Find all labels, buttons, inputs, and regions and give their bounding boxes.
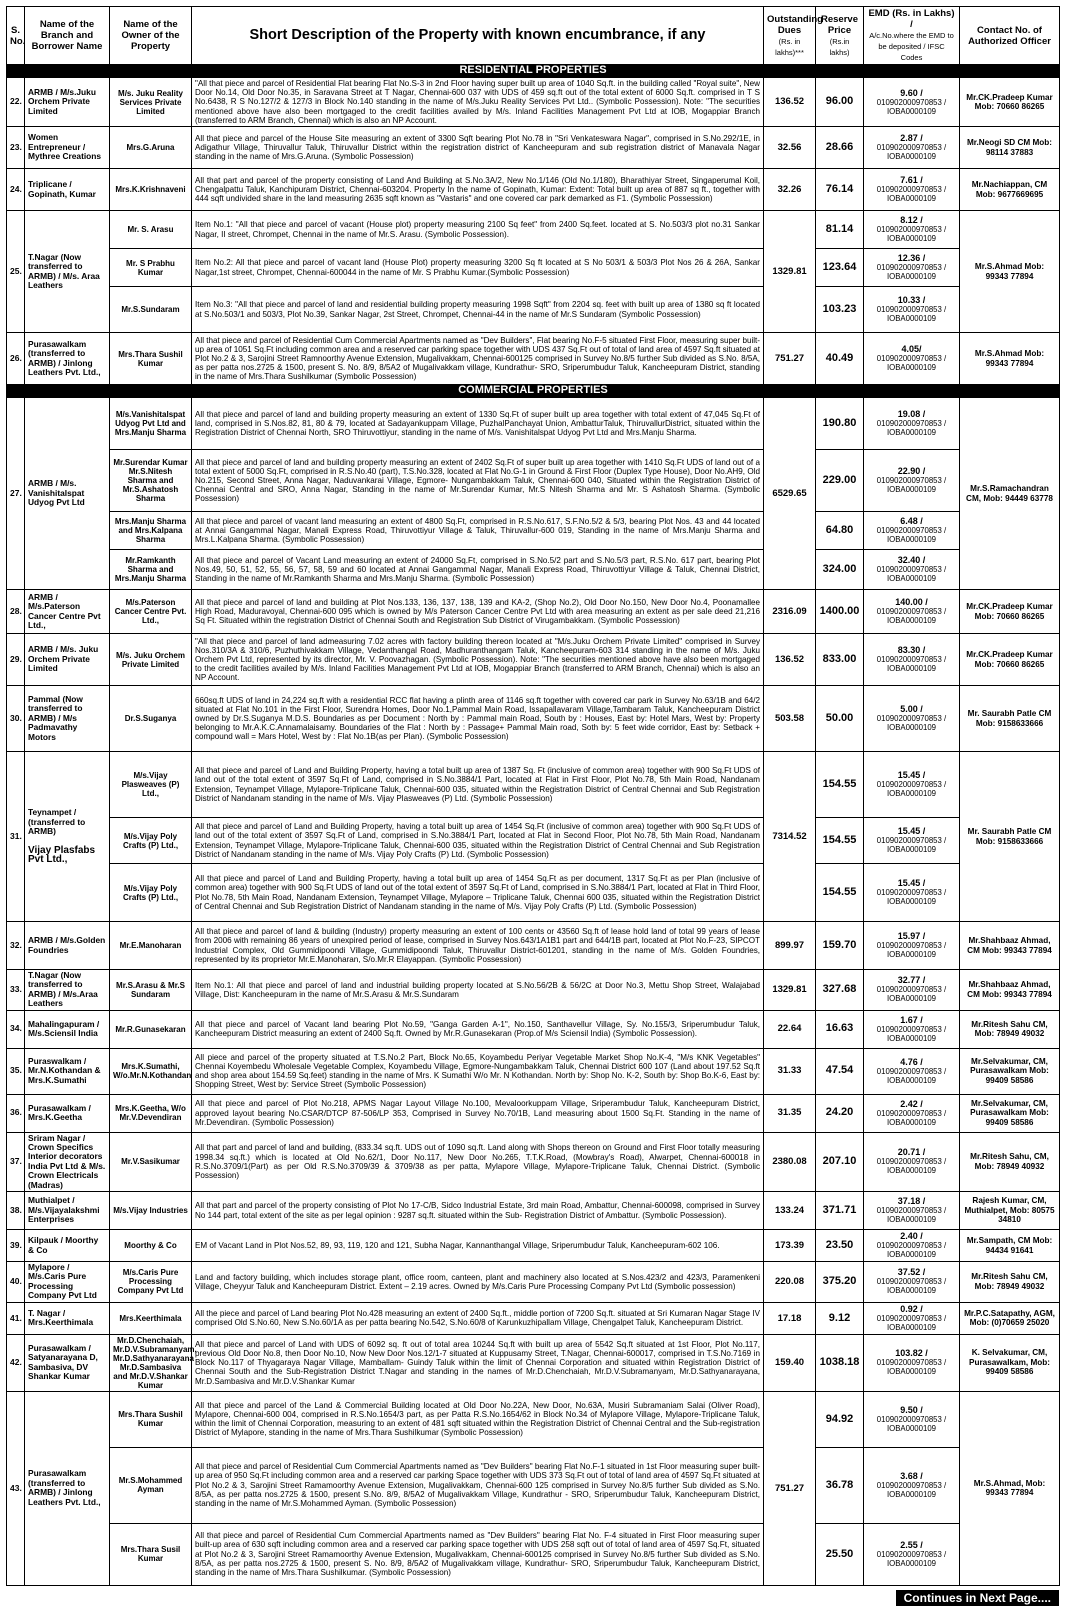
serial-number: 30. — [7, 686, 25, 752]
owner-name: Mrs.K.Krishnaveni — [110, 169, 192, 211]
owner-name: M/s.Vijay Poly Crafts (P) Ltd., — [110, 864, 192, 922]
emd-amount: 9.50 / — [900, 1404, 923, 1415]
property-description: "All that piece and parcel of land admeasuring 7.02 acres with factory building thereon located at "M/s.Juku Orchem Private Limited" comprised in Survey Nos.310/3A & 310/6, Puzhuthivakkam Village, Vedanthangal Road, Madhuranthangam Taluk, Kancheepuram-603 314 standing in the name of M/s. Juku Orchem Pvt Ltd, represented by its director, Mr. V. Poovazhagan. (Symbolic Possession). Note: "The securities mentioned above have also been mortgaged to the credit facilities availed by M/s. Inland Facilities Management Pvt Ltd at IOB, Mogappiar Branch (transferred to ARM Branch, Chennai) which is also an NP Account. — [192, 634, 764, 686]
table-row — [7, 1010, 1060, 1048]
property-description: Item No.2: All that piece and parcel of vacant land (House Plot) property measuring 3200 Sq ft located at S No 503/1 & 503/3 Plot Nos 26 & 26A, Sankar Nagar,1st street, Chrompet, Chennai-600044 in the name of Mr. S Prabhu Kumar.(Symbolic Possession) — [192, 249, 764, 287]
header-owner: Name of the Owner of the Property — [110, 7, 192, 65]
outstanding-dues: 7314.52 — [764, 752, 816, 922]
reserve-price: 154.55 — [816, 864, 864, 922]
property-description: All that piece and parcel of Land with UDS of 6092 sq. ft out of total area 10244 Sq.ft with built up area of 5542 Sq.ft situated at 1st Floor, Plot No.117, previous Old Door No.8, then Door No.10, Now New Door Nos.12/1-7 situated at Kuppusamy Street, T.Nagar, Chennai-600017, comprised in T.S.No.7169 in Block No.117 of Thyagaraya Nagar Village, Mamballam- Guindy Taluk within the limit of Chennai Corporation and situated within Registration District of Chennai South and the Sub-Registration District T.Nagar and standing in the names of Mr.D.Chenchaiah, Mr.D.V.Subramanyam, Mr.D.Sathyanarayana, Mr.D.Sambasiva and Mr.D.V.Shankar Kumar — [192, 1334, 764, 1391]
owner-name: Mrs.Thara Sushil Kumar — [110, 333, 192, 385]
owner-name: Dr.S.Suganya — [110, 686, 192, 752]
continues-banner: Continues in Next Page.... — [896, 1590, 1059, 1606]
reserve-price: 24.20 — [816, 1094, 864, 1132]
emd-cell: 19.08 / 010902000970853 / IOBA0000109 — [864, 398, 960, 450]
owner-name: Mrs.G.Aruna — [110, 127, 192, 169]
header-description: Short Description of the Property with known encumbrance, if any — [192, 7, 764, 65]
reserve-price: 16.63 — [816, 1010, 864, 1048]
reserve-price: 327.68 — [816, 970, 864, 1011]
serial-number: 35. — [7, 1048, 25, 1094]
table-row — [7, 752, 1060, 818]
outstanding-dues: 899.97 — [764, 922, 816, 970]
emd-amount: 15.97 / — [897, 931, 926, 942]
emd-cell: 3.68 / 010902000970853 / IOBA0000109 — [864, 1447, 960, 1523]
branch-borrower: Purasawalkam / Satyanarayana D, Sambasiva, DV Shankar Kumar — [25, 1334, 110, 1391]
emd-amount: 8.12 / — [900, 215, 923, 226]
table-row — [7, 127, 1060, 169]
emd-amount: 2.87 / — [900, 133, 923, 144]
property-description: All that piece and parcel of vacant land measuring an extent of 4800 Sq.Ft, comprised in R.S.No.617, S.F.No.5/2 & 5/3, bearing Plot Nos. 43 and 44 located at Annai Gangammal Nagar, Manali Express Road, Thiruvottiyur Village & Taluk, Thiruvallur-600 019, Standing in the name of Mrs.Manju Sharma and Mrs.L.Kalpana Sharma. (Symbolic Possession) — [192, 512, 764, 550]
section-header — [7, 65, 1060, 78]
emd-cell: 2.40 / 010902000970853 / IOBA0000109 — [864, 1230, 960, 1262]
outstanding-dues: 17.18 — [764, 1302, 816, 1334]
emd-amount: 9.60 / — [900, 87, 923, 98]
property-description: All that piece and parcel of land and building at Plot Nos.133, 136, 137, 138, 139 and KA-2, (Shop No.2), Old Door No.150, New Door No.4, Poonamallee High Road, Maduravoyal, Chennai-600 095 which is owned by M/s Paterson Cancer Centre Pvt Ltd with area measuring an extent as per sale deed 21,216 Sq Ft. Situated within the registration District of Chennai South and Registration Sub District of Virugambakkam. (Symbolic Possession) — [192, 590, 764, 634]
reserve-price: 50.00 — [816, 686, 864, 752]
outstanding-dues: 133.24 — [764, 1192, 816, 1230]
emd-amount: 12.36 / — [897, 253, 926, 264]
table-row — [7, 1094, 1060, 1132]
reserve-price: 154.55 — [816, 818, 864, 864]
emd-cell: 15.45 / 010902000970853 / IOBA0000109 — [864, 752, 960, 818]
table-row — [7, 1334, 1060, 1391]
owner-name: Mr.Ramkanth Sharma and Mrs.Manju Sharma — [110, 550, 192, 590]
authorized-officer-contact: Mr.Shahbaaz Ahmad, CM Mob: 99343 77894 — [960, 922, 1060, 970]
emd-cell: 37.18 / 010902000970853 / IOBA0000109 — [864, 1192, 960, 1230]
outstanding-dues: 6529.65 — [764, 398, 816, 590]
table-row — [7, 634, 1060, 686]
reserve-price: 833.00 — [816, 634, 864, 686]
emd-cell: 2.55 / 010902000970853 / IOBA0000109 — [864, 1523, 960, 1585]
emd-cell: 7.61 / 010902000970853 / IOBA0000109 — [864, 169, 960, 211]
branch-borrower: Puraswalkam / Mr.N.Kothandan & Mrs.K.Sumathi — [25, 1048, 110, 1094]
owner-name: Mrs.K.Geetha, W/o Mr.V.Devendiran — [110, 1094, 192, 1132]
authorized-officer-contact: Mr.S.Ramachandran CM, Mob: 94449 63778 — [960, 398, 1060, 590]
branch-borrower: T.Nagar (Now transferred to ARMB) / M/s. Araa Leathers — [25, 211, 110, 333]
branch-borrower: ARMB / M/s.Golden Foundries — [25, 922, 110, 970]
reserve-price: 1400.00 — [816, 590, 864, 634]
authorized-officer-contact: K. Selvakumar, CM, Purasawalkam, Mob: 99409 58586 — [960, 1334, 1060, 1391]
emd-amount: 1.67 / — [900, 1014, 923, 1025]
owner-name: Mrs.K.Sumathi, W/o.Mr.N.Kothandan — [110, 1048, 192, 1094]
authorized-officer-contact: Mr.Shahbaaz Ahmad, CM Mob: 99343 77894 — [960, 970, 1060, 1011]
borrower-name: Vijay Plasfabs Pvt Ltd., — [28, 844, 96, 866]
table-row — [7, 398, 1060, 450]
emd-cell: 140.00 / 010902000970853 / IOBA0000109 — [864, 590, 960, 634]
emd-cell: 15.45 / 010902000970853 / IOBA0000109 — [864, 818, 960, 864]
table-row — [7, 1302, 1060, 1334]
table-row — [7, 1523, 1060, 1585]
branch-borrower: Muthialpet / M/s.Vijayalakshmi Enterprises — [25, 1192, 110, 1230]
outstanding-dues: 32.56 — [764, 127, 816, 169]
authorized-officer-contact: Mr.Sampath, CM Mob: 94434 91641 — [960, 1230, 1060, 1262]
section-header — [7, 385, 1060, 398]
authorized-officer-contact: Rajesh Kumar, CM, Muthialpet, Mob: 80575 34810 — [960, 1192, 1060, 1230]
serial-number: 29. — [7, 634, 25, 686]
serial-number: 28. — [7, 590, 25, 634]
emd-amount: 2.42 / — [900, 1098, 923, 1109]
emd-amount: 15.45 / — [897, 770, 926, 781]
reserve-price: 64.80 — [816, 512, 864, 550]
emd-amount: 15.45 / — [897, 826, 926, 837]
reserve-price: 94.92 — [816, 1391, 864, 1447]
authorized-officer-contact: Mr.S.Ahmad Mob: 99343 77894 — [960, 211, 1060, 333]
emd-amount: 37.18 / — [897, 1196, 926, 1207]
property-description: All that piece and parcel of land and building property measuring an extent of 1330 Sq.Ft of super built up area together with total extent of 47,045 Sq.Ft of land, comprised in S.Nos.82, 81, 80 & 79, located at Sadayankuppam Village, PuzhalPanchayat Union, AmbatturTaluk, ThiruvallurDistrict, situated within the Registration District of Chennai North, SRO Thiruvottiyur, standing in the name of M/s. Vanishitalspat Udyog Pvt Ltd and Mrs.Manju Sharma. — [192, 398, 764, 450]
owner-name: Mr.V.Sasikumar — [110, 1132, 192, 1191]
reserve-price: 81.14 — [816, 211, 864, 249]
property-description: All that piece and parcel of the House Site measuring an extent of 3300 Sqft bearing Plot No.78 in "Sri Venkateswara Nagar", comprised in S.No.292/1E, in Adigathur Village, Thiruvallur Taluk, Thiruvallur District within the registration district of Kancheepuram and sub registration district of Manavala Nagar standing in the name of Mrs.G.Aruna. (Symbolic Possession) — [192, 127, 764, 169]
table-row — [7, 1230, 1060, 1262]
outstanding-dues: 220.08 — [764, 1262, 816, 1303]
serial-number: 42. — [7, 1334, 25, 1391]
emd-cell: 12.36 / 010902000970853 / IOBA0000109 — [864, 249, 960, 287]
table-row — [7, 818, 1060, 864]
emd-cell: 8.12 / 010902000970853 / IOBA0000109 — [864, 211, 960, 249]
serial-number: 33. — [7, 970, 25, 1011]
branch-borrower: Purasawalkam (transferred to ARMB) / Jinlong Leathers Pvt. Ltd., — [25, 1391, 110, 1585]
table-row — [7, 1048, 1060, 1094]
outstanding-dues: 32.26 — [764, 169, 816, 211]
outstanding-dues: 2380.08 — [764, 1132, 816, 1191]
table-row — [7, 78, 1060, 127]
authorized-officer-contact: Mr.Ritesh Sahu, CM, Mob: 78949 40932 — [960, 1132, 1060, 1191]
owner-name: Mrs.Keerthimala — [110, 1302, 192, 1334]
header-emd: EMD (Rs. in Lakhs) / A/c.No.where the EMD to be deposited / IFSC Codes — [864, 7, 960, 65]
outstanding-dues: 2316.09 — [764, 590, 816, 634]
emd-amount: 37.52 / — [897, 1267, 926, 1278]
auction-notice-page — [6, 6, 1059, 1605]
serial-number: 32. — [7, 922, 25, 970]
owner-name: Mr. S. Arasu — [110, 211, 192, 249]
table-row — [7, 287, 1060, 333]
header-contact: Contact No. of Authorized Officer — [960, 7, 1060, 65]
outstanding-dues: 751.27 — [764, 333, 816, 385]
emd-cell: 4.76 / 010902000970853 / IOBA0000109 — [864, 1048, 960, 1094]
branch-borrower: Purasawalkam (transferred to ARMB) / Jinlong Leathers Pvt. Ltd., — [25, 333, 110, 385]
header-reserve-price: Reserve Price (Rs.in lakhs) — [816, 7, 864, 65]
table-row — [7, 922, 1060, 970]
emd-cell: 32.40 / 010902000970853 / IOBA0000109 — [864, 550, 960, 590]
emd-cell: 5.00 / 010902000970853 / IOBA0000109 — [864, 686, 960, 752]
table-row — [7, 1447, 1060, 1523]
reserve-price: 159.70 — [816, 922, 864, 970]
owner-name: M/s.Vijay Industries — [110, 1192, 192, 1230]
table-row — [7, 169, 1060, 211]
branch-borrower: Purasawalkam / Mrs.K.Geetha — [25, 1094, 110, 1132]
header-dues: Outstanding Dues (Rs. in lakhs)*** — [764, 7, 816, 65]
owner-name: Mr.S.Arasu & Mr.S Sundaram — [110, 970, 192, 1011]
reserve-price: 40.49 — [816, 333, 864, 385]
property-description: All that part and parcel of land and building, (833.34 sq.ft. UDS out of 1090 sq.ft. Land along with Shops thereon on Ground and First Floor totally measuring 1998.34 sq.ft.) which is located at Old No.62/1, Door No.117, New Door No.265, T.T.K.Road, (Mowbray's Road), Alwarpet, Chennai-600018 in R.S.No.3709/1(Part) as per Old R.S.No.3709/39 & 3709/38 as per patta, Mylapore Village, Mylapore-Triplicane Taluk, Chennai District. (Symbolic Possession) — [192, 1132, 764, 1191]
authorized-officer-contact: Mr.CK.Pradeep Kumar Mob: 70660 86265 — [960, 590, 1060, 634]
property-description: EM of Vacant Land in Plot Nos.52, 89, 93, 119, 120 and 121, Subha Nagar, Kannanthangal Village, Sriperumbudur Taluk, Kancheepuram-602 106. — [192, 1230, 764, 1262]
property-description: All that piece and parcel of Vacant Land measuring an extent of 24000 Sq.Ft, comprised in S.No.5/2 part and S.No.5/3 part, R.S.No. 617 part, bearing Plot Nos.49, 50, 51, 52, 55, 56, 57, 58, 59 and 60 located at Annai Gangammal Nagar, Manali Express Road, Thiruvottiyur Village & Taluk, Chennai District, Standing in the name of Mr.Ramkanth Sharma and Mrs.Manju Sharma. (Symbolic Possession) — [192, 550, 764, 590]
table-row — [7, 211, 1060, 249]
branch-borrower: ARMB / M/s. Juku Orchem Private Limited — [25, 634, 110, 686]
serial-number: 23. — [7, 127, 25, 169]
property-description: All that piece and parcel of land & building (Industry) property measuring an extent of 100 cents or 43560 Sq.ft of lease hold land of total 99 years of lease from 2006 with remaining 86 years of unexpired period of lease, comprised in Survey Nos.643/1A1B1 part and 644/1B part, located at Plot No.F-23, SIPCOT Industrial Complex, Old Gummidipoondi Village, Gummidipoondi Taluk, Thiruvallur District-601201, standing in the name of M/s. Golden Foundries, represented by its proprietor Mr.E.Manoharan, S/o.Mr.R Elayappan. (Symbolic Possession) — [192, 922, 764, 970]
property-table — [6, 6, 1060, 1586]
table-row — [7, 1192, 1060, 1230]
emd-amount: 2.40 / — [900, 1231, 923, 1242]
emd-amount: 103.82 / — [895, 1348, 928, 1359]
reserve-price: 25.50 — [816, 1523, 864, 1585]
section-title: COMMERCIAL PROPERTIES — [7, 385, 1060, 398]
property-description: All that piece and parcel of the Land & Commercial Building located at Old Door No.22A, New Door, No.63A, Musiri Subramaniam Salai (Oliver Road), Mylapore, Chennai-600 004, comprised in R.S.No.1654/3 part, as per Patta R.S.No.1654/62 in Block No.34 of Mylapore Village, Mylapore-Triplicane Taluk, within the limit of Chennai Corporation, measuring to an extent of 481 sqft situated within the Registration District of Chennai Central and the Sub-registration District of Mylapore, standing in the name of Mrs.Thara Sushilkumar (Symbolic Possession) — [192, 1391, 764, 1447]
emd-amount: 3.68 / — [900, 1470, 923, 1481]
owner-name: M/s.Caris Pure Processing Company Pvt Ltd — [110, 1262, 192, 1303]
branch-borrower: Kilpauk / Moorthy & Co — [25, 1230, 110, 1262]
owner-name: M/s. Juku Orchem Private Limited — [110, 634, 192, 686]
emd-cell: 15.97 / 010902000970853 / IOBA0000109 — [864, 922, 960, 970]
emd-cell: 10.33 / 010902000970853 / IOBA0000109 — [864, 287, 960, 333]
emd-cell: 2.42 / 010902000970853 / IOBA0000109 — [864, 1094, 960, 1132]
emd-cell: 20.71 / 010902000970853 / IOBA0000109 — [864, 1132, 960, 1191]
reserve-price: 23.50 — [816, 1230, 864, 1262]
owner-name: M/s.Paterson Cancer Centre Pvt. Ltd., — [110, 590, 192, 634]
property-description: All that piece and parcel of Residential Cum Commercial Apartments named as "Dev Builders", Flat bearing No.F-5 situated First Floor, measuring super built-up area of 1051 Sq.Ft including common area and a reserved car parking space together with UDS 437 Sq.Ft out of total of land area of 4597 Sq.ft situated at Plot No.2 & 3, Sarojini Street Ramnoorthy Avenue Extension, Mugalivakkam, Chennai-600125 comprised in Survey No.8/5 further Sub divided as S.No. 8/5A, as per patta nos.2725 & 1500, present S. No. 8/9, 8/5A2 of Mugalivakkam village, Kundrathur- SRO, Sriperumbudur Taluk, Kancheepuram District, standing in the name of Mrs.Thara Sushilkumar (Symbolic Possession) — [192, 333, 764, 385]
authorized-officer-contact: Mr.P.C.Satapathy, AGM, Mob: (0)70659 25020 — [960, 1302, 1060, 1334]
outstanding-dues: 751.27 — [764, 1391, 816, 1585]
owner-name: Mr.R.Gunasekaran — [110, 1010, 192, 1048]
emd-amount: 15.45 / — [897, 878, 926, 889]
authorized-officer-contact: Mr.Ritesh Sahu CM, Mob: 78949 49032 — [960, 1262, 1060, 1303]
emd-amount: 10.33 / — [897, 295, 926, 306]
property-description: Land and factory building, which includes storage plant, office room, canteen, plant and machinery also located at S.Nos.423/2 and 423/3, Paramenkeni Village, Cheyyur Taluk and Kancheepuram District. Extent – 2.19 acres. Owned by M/s.Caris Pure Processing Company Pvt Ltd (Symbolic possession) — [192, 1262, 764, 1303]
property-description: All that piece and parcel of Residential Cum Commercial Apartments named as "Dev Builders" bearing Flat No. F-4 situated in First Floor measuring super built-up area of 630 sqft including common area and a reserved car parking space together with UDS 258 sqft out of total of land area of 4597 Sq.Ft, situated at Plot No.2 & 3, Sarojini Street Ramamoorthy Avenue Extension, Mugalivakkam, Chennai-600125 comprised in Survey No.8/5 further Sub divided as S.No. 8/5A, as per patta nos.2725 & 1500, present S. No. 8/9, 8/5A2 of Mugalivakkam village, Kundrathur- SRO, Sriperumbudur Taluk, Kancheepuram District, standing in the name of Mrs.Thara Sushilkumar. (Symbolic Possession) — [192, 1523, 764, 1585]
emd-cell: 4.05/ 010902000970853 / IOBA0000109 — [864, 333, 960, 385]
table-row — [7, 864, 1060, 922]
table-row — [7, 512, 1060, 550]
property-description: All that piece and parcel of Plot No.218, APMS Nagar Layout Village No.100, Mevaloorkuppam Village, Sriperambudur Taluk, Kancheepuram District, approved layout bearing No.CSAR/DTCP 87-506/LP 353, Comprised in Survey No.70/1B, Land measuring about 1500 Sq.Ft. Standing in the name of Mr.Devendiran. (Symbolic Possession) — [192, 1094, 764, 1132]
reserve-price: 154.55 — [816, 752, 864, 818]
owner-name: Mr.S.Mohammed Ayman — [110, 1447, 192, 1523]
emd-amount: 2.55 / — [900, 1539, 923, 1550]
emd-cell: 1.67 / 010902000970853 / IOBA0000109 — [864, 1010, 960, 1048]
owner-name: Mrs.Manju Sharma and Mrs.Kalpana Sharma — [110, 512, 192, 550]
branch-borrower: T. Nagar / Mrs.Keerthimala — [25, 1302, 110, 1334]
authorized-officer-contact: Mr. Saurabh Patle CM Mob: 9158633666 — [960, 686, 1060, 752]
emd-amount: 32.77 / — [897, 975, 926, 986]
emd-cell: 37.52 / 010902000970853 / IOBA0000109 — [864, 1262, 960, 1303]
owner-name: M/s.Vijay Poly Crafts (P) Ltd., — [110, 818, 192, 864]
property-description: All that piece and parcel of Vacant land bearing Plot No.59, "Ganga Garden A-1", No.150, Santhavellur Village, Sy. No.155/3, Sriperumbudur Taluk, Kancheepuram District measuring an extent of 2400 Sq.ft. Owned by Mr.R.Gunasekaran (Prop.of M/s Sciensil India) (Symbolic Possession). — [192, 1010, 764, 1048]
reserve-price: 324.00 — [816, 550, 864, 590]
property-description: All that piece and parcel of Land and Building Property, having a total built up area of 1454 Sq.Ft as per document, 1317 Sq.Ft as per Plan (inclusive of common area) together with 900 Sq.Ft UDS of land out of the total extent of 3597 Sq.Ft of Land, comprised in S.No.3884/1 Part, located at Flat in Third Floor, Plot No.78, 5th Main Road, Nandanam Extension, Teynampet Village, Mylapore – Triplicane Taluk, Chennai 600 035, situated within the Registration District of Central Chennai and Sub Registration District of Nandanam standing in the name of M/s. Vijay Poly Crafts (P) Ltd. (Symbolic Possession) — [192, 864, 764, 922]
property-description: All that piece and parcel of Residential Cum Commercial Apartments named as "Dev Builders" bearing Flat No.F-1 situated in 1st Floor measuring super built-up area of 950 Sq.Ft including common area and a reserved car parking Space together with UDS 373 Sq.Ft out of total of land area of 4597 Sq.Ft situated at Plot No.2 & 3, Sarojini Street Ramamoorthy Avenue Extension, Mugalivakkam, Chennai-600 125 comprised in Survey No.8/5 further Sub divided as S.No. 8/5A, as per patta nos.2725 & 1500, present S.No. 8/9, 8/5A2 of Mugalivakkam Village, Kundrathur - SRO, Sriperumbudur Taluk, Kancheepuram District, standing in the name of Mr.S.Mohammed Ayman. (Symbolic Possession) — [192, 1447, 764, 1523]
authorized-officer-contact: Mr.CK.Pradeep Kumar Mob: 70660 86265 — [960, 634, 1060, 686]
serial-number: 26. — [7, 333, 25, 385]
table-row — [7, 333, 1060, 385]
serial-number: 34. — [7, 1010, 25, 1048]
authorized-officer-contact: Mr.Ritesh Sahu CM, Mob: 78949 49032 — [960, 1010, 1060, 1048]
owner-name: Mr.S.Sundaram — [110, 287, 192, 333]
emd-amount: 6.48 / — [900, 516, 923, 527]
outstanding-dues: 1329.81 — [764, 211, 816, 333]
reserve-price: 9.12 — [816, 1302, 864, 1334]
property-description: 660sq.ft UDS of land in 24,224 sq.ft with a residential RCC flat having a plinth area of 1146 sq.ft together with covered car park in Survey No.63/1B and 64/2 situated at Flat No.101 in the First Floor, Surendra Homes, Door No.1,Pammal Main Road, Issapallavaram Village,Tambaram Taluk, Kancheepuram District owned by Dr.S.Suganya M.D.S. Boundaries as per Document : North by : Pammal main Road, South by : Houses, East by: Hotel Mars, West by: Property belonging to Mr.A.K.C.Annamalaisamy. Boundaries of the Flat : North by : Passage+ Pammal Main road, Soth by: 5 feet wide corridor, East by: Setback + compound wall = Mars Hotel, West by : Flat No.1B(as per Plan). (Symbolic Possession) — [192, 686, 764, 752]
reserve-price: 229.00 — [816, 450, 864, 512]
authorized-officer-contact: Mr.Selvakumar, CM, Purasawalkam Mob: 99409 58586 — [960, 1094, 1060, 1132]
emd-cell: 22.90 / 010902000970853 / IOBA0000109 — [864, 450, 960, 512]
branch-borrower: Triplicane / Gopinath, Kumar — [25, 169, 110, 211]
emd-cell: 32.77 / 010902000970853 / IOBA0000109 — [864, 970, 960, 1011]
outstanding-dues: 503.58 — [764, 686, 816, 752]
owner-name: Mr.Surendar Kumar Mr.S.Nitesh Sharma and Mr.S.Ashatosh Sharma — [110, 450, 192, 512]
reserve-price: 1038.18 — [816, 1334, 864, 1391]
branch-borrower: Sriram Nagar / Crown Specifics Interior decorators India Pvt Ltd & M/s. Crown Electricals (Madras) — [25, 1132, 110, 1191]
emd-cell: 9.50 / 010902000970853 / IOBA0000109 — [864, 1391, 960, 1447]
emd-amount: 4.05/ — [901, 344, 922, 355]
reserve-price: 36.78 — [816, 1447, 864, 1523]
emd-cell: 2.87 / 010902000970853 / IOBA0000109 — [864, 127, 960, 169]
outstanding-dues: 31.35 — [764, 1094, 816, 1132]
table-row — [7, 1262, 1060, 1303]
table-row — [7, 686, 1060, 752]
emd-cell: 6.48 / 010902000970853 / IOBA0000109 — [864, 512, 960, 550]
emd-cell: 0.92 / 010902000970853 / IOBA0000109 — [864, 1302, 960, 1334]
property-description: Item No.1: All that piece and parcel of land and industrial building property located at S.No.56/2B & 56/2C at Door No.3, Mettu Shop Street, Walajabad Village, Dist: Kancheepuram in the name of Mr.S.Arasu & Mr.S.Sundaram — [192, 970, 764, 1011]
property-description: All that piece and parcel of Land and Building Property, having a total built up area of 1454 Sq.Ft (inclusive of common area) together with 900 Sq.Ft UDS of land out of the total extent of 3597 Sq.Ft of Land, comprised in S.No.3884/1 Part, located at Flat in Second Floor, Plot No.78, 5th Main Road, Nandanam Extension, Teynampet Village, Mylapore-Triplicane Taluk, Chennai-600 035, situated within the Registration District of Central Chennai and Sub Registration District of Nandanam standing in the name of M/s. Vijay Poly Crafts (P) Ltd. (Symbolic Possession) — [192, 818, 764, 864]
emd-amount: 22.90 / — [897, 466, 926, 477]
branch-borrower: T.Nagar (Now transferred to ARMB) / M/s.Araa Leathers — [25, 970, 110, 1011]
outstanding-dues: 159.40 — [764, 1334, 816, 1391]
branch-borrower: ARMB / M/s. Vanishitalspat Udyog Pvt Ltd — [25, 398, 110, 590]
branch-borrower: Mylapore / M/s.Caris Pure Processing Company Pvt Ltd — [25, 1262, 110, 1303]
emd-amount: 83.30 / — [897, 645, 926, 656]
serial-number: 40. — [7, 1262, 25, 1303]
outstanding-dues: 1329.81 — [764, 970, 816, 1011]
branch-borrower: Mahalingapuram / M/s.Sciensil India — [25, 1010, 110, 1048]
table-row — [7, 550, 1060, 590]
section-title: RESIDENTIAL PROPERTIES — [7, 65, 1060, 78]
reserve-price: 123.64 — [816, 249, 864, 287]
property-description: "All that piece and parcel of Residential Flat bearing Flat No.S-3 in 2nd Floor having super built up area of 1040 Sq.ft. in the building called "Royal suite", New Door No.14, Old Door No.35, in Saravana Street at T Nagar, Chennai-600 037 with UDS of 459 sq.ft out of the total extent of 6000 Sq.ft. comprised in T S No.6438, R S No.127/2 & 127/3 in Block No.140 standing in the name of M/s.Juku Reality Services Pvt Ltd.. (Symbolic Possession). Note: "The securities mentioned above have also been mortgaged to the credit facilities availed by M/s. Inland Facilities Management Pvt Ltd at IOB, Mogappiar Branch (transferred to ARM Branch, Chennai) which is also an NP Account. — [192, 78, 764, 127]
reserve-price: 96.00 — [816, 78, 864, 127]
emd-cell: 9.60 / 010902000970853 / IOBA0000109 — [864, 78, 960, 127]
table-row — [7, 970, 1060, 1011]
owner-name: M/s.Vanishitalspat Udyog Pvt Ltd and Mrs.Manju Sharma — [110, 398, 192, 450]
serial-number: 39. — [7, 1230, 25, 1262]
owner-name: Mrs.Thara Susil Kumar — [110, 1523, 192, 1585]
serial-number: 41. — [7, 1302, 25, 1334]
owner-name: Moorthy & Co — [110, 1230, 192, 1262]
branch-borrower: ARMB / M/s.Juku Orchem Private Limited — [25, 78, 110, 127]
table-row — [7, 450, 1060, 512]
emd-amount: 7.61 / — [900, 175, 923, 186]
outstanding-dues: 31.33 — [764, 1048, 816, 1094]
authorized-officer-contact: Mr.Nachiappan, CM Mob: 9677669695 — [960, 169, 1060, 211]
table-row — [7, 590, 1060, 634]
outstanding-dues: 173.39 — [764, 1230, 816, 1262]
emd-cell: 83.30 / 010902000970853 / IOBA0000109 — [864, 634, 960, 686]
serial-number: 38. — [7, 1192, 25, 1230]
authorized-officer-contact: Mr. Saurabh Patle CM Mob: 9158633666 — [960, 752, 1060, 922]
serial-number: 36. — [7, 1094, 25, 1132]
reserve-price: 28.66 — [816, 127, 864, 169]
header-branch: Name of the Branch and Borrower Name — [25, 7, 110, 65]
header-sno: S. No. — [7, 7, 25, 65]
table-row — [7, 249, 1060, 287]
reserve-price: 47.54 — [816, 1048, 864, 1094]
property-description: Item No.1: "All that piece and parcel of vacant (House plot) property measuring 2100 Sq feet" from 2400 Sq.feet. located at S. No.503/3 plot no.31 Sankar Nagar, II street, Chrompet, Chennai in the name of Mr.S. Arasu. (Symbolic Possession). — [192, 211, 764, 249]
authorized-officer-contact: Mr.Neogi SD CM Mob: 98114 37883 — [960, 127, 1060, 169]
outstanding-dues: 136.52 — [764, 78, 816, 127]
emd-amount: 5.00 / — [900, 704, 923, 715]
serial-number: 22. — [7, 78, 25, 127]
property-description: All that piece and parcel of land and building property measuring an extent of 2402 Sq.Ft of super built up area together with 1410 Sq.Ft UDS of land out of a total extent of 5000 Sq.Ft, comprised in R.S.No.40 (part), T.S.No.328, located at Flat No.G-1 in Ground & First Floor (Duplex Type House), Door No.AH9, Old No.215, Second Street, Anna Nagar, Naduvankarai Village, Egmore- Nungambakkam Taluk, Chennai-600 040, Situated within the Registration District of Chennai Central and SRO, Anna Nagar, Standing in the name of Mr.Surendar Kumar, Mr.S Nitesh Sharma and Mr. S Ashatosh Sharma. (Symbolic Possession) — [192, 450, 764, 512]
serial-number: 31. — [7, 752, 25, 922]
owner-name: Mr. S Prabhu Kumar — [110, 249, 192, 287]
table-row — [7, 1132, 1060, 1191]
authorized-officer-contact: Mr.CK.Pradeep Kumar Mob: 70660 86265 — [960, 78, 1060, 127]
emd-amount: 140.00 / — [895, 597, 928, 608]
branch-borrower: Pammal (Now transferred to ARMB) / M/s Padmavathy Motors — [25, 686, 110, 752]
owner-name: M/s. Juku Reality Services Private Limited — [110, 78, 192, 127]
owner-name: Mr.E.Manoharan — [110, 922, 192, 970]
authorized-officer-contact: Mr.S.Ahmad, Mob: 99343 77894 — [960, 1391, 1060, 1585]
outstanding-dues: 22.64 — [764, 1010, 816, 1048]
property-description: Item No.3: "All that piece and parcel of land and residential building property measuring 1998 Sqft" from 2204 sq. feet with built up area of 1380 sq ft located at S.No.503/1 and 503/3, Plot No.39, Sankar Nagar, 2st Street, Chrompet, Chennai-44 in the name of Mr.S Sundaram (Symbolic Possession) — [192, 287, 764, 333]
table-row — [7, 1391, 1060, 1447]
reserve-price: 190.80 — [816, 398, 864, 450]
outstanding-dues: 136.52 — [764, 634, 816, 686]
owner-name: Mrs.Thara Sushil Kumar — [110, 1391, 192, 1447]
property-description: All piece and parcel of the property situated at T.S.No.2 Part, Block No.65, Koyambedu Periyar Vegetable Market Shop No.K-4, "M/s KNK Vegetables" Chennai Koyembedu Wholesale Vegetable Complex, Koyambedu Village, Egmore-Nungambakkam Taluk, Chennai District 600 107 (Land about 197.52 Sq.ft and shop area about 154.59 Sq.feet) standing in the name of Mrs. K Sumathi W/o Mr. N Kothandan. North by: Shop No. K-2, South by: Shop Bo.K-6, East by: Shopping Street, West by: Service Street (Symbolic Possession) — [192, 1048, 764, 1094]
property-description: All that part and parcel of the property consisting of Land And Building at S.No.3A/2, New No.1/146 (Old No.1/180), Bharathiyar Street, Singaperumal Koil, Chengalpattu Taluk, Kanchipuram District, Chennai-603204. Property In the name of Gopinath, Kumar: Extent: Total built up area of 887 sq ft., together with 444 sqft undivided share in the land measuring 2635 sqft known as "Vastaris" and one covered car park demarked as F1. (Symbolic Possession) — [192, 169, 764, 211]
property-description: All the piece and parcel of Land bearing Plot No.428 measuring an extent of 2400 Sq.ft., middle portion of 7200 Sq.ft. situated at Sri Kumaran Nagar Stage IV comprised Old S.No.60, New S.No.60/1A as per patta bearing No.542, S.No.60/8 of Karunkuzhipallam Village, Chengalpet Taluk, Kancheepuram District. — [192, 1302, 764, 1334]
serial-number: 27. — [7, 398, 25, 590]
branch-borrower: Women Entrepreneur / Mythree Creations — [25, 127, 110, 169]
authorized-officer-contact: Mr.S.Ahmad Mob: 99343 77894 — [960, 333, 1060, 385]
branch-borrower: ARMB / M/s.Paterson Cancer Centre Pvt Ltd., — [25, 590, 110, 634]
authorized-officer-contact: Mr.Selvakumar, CM, Purasawalkam Mob: 99409 58586 — [960, 1048, 1060, 1094]
emd-cell: 15.45 / 010902000970853 / IOBA0000109 — [864, 864, 960, 922]
emd-amount: 4.76 / — [900, 1056, 923, 1067]
serial-number: 37. — [7, 1132, 25, 1191]
reserve-price: 103.23 — [816, 287, 864, 333]
property-description: All that part and parcel of the property consisting of Plot No 17-C/B, Sidco Industrial Estate, 3rd main Road, Ambattur, Chennai-600098, comprised in Survey No 144 part, total extent of the site as per legal opinion : 9287 sq.ft. situated within the Sub- Registration District of Ambattur. (Symbolic Possession). — [192, 1192, 764, 1230]
emd-amount: 32.40 / — [897, 555, 926, 566]
emd-amount: 19.08 / — [897, 409, 926, 420]
serial-number: 43. — [7, 1391, 25, 1585]
emd-amount: 20.71 / — [897, 1147, 926, 1158]
property-description: All that piece and parcel of Land and Building Property, having a total built up area of 1387 Sq. Ft (inclusive of common area) together with 900 Sq.Ft UDS of land out of the total extent of 3597 Sq.Ft of Land, comprised in S.No.3884/1 Part, located at Flat in First Floor, Plot No.78, 5th Main Road, Nandanam Extension, Teynampet Village, Mylapore-Triplicane Taluk, Chennai-600 035, situated within the Registration District of Central Chennai and Sub Registration District of Nandanam standing in the name of M/s. Vijay Plasweaves (P) Ltd. (Symbolic Possession) — [192, 752, 764, 818]
reserve-price: 375.20 — [816, 1262, 864, 1303]
owner-name: Mr.D.Chenchaiah, Mr.D.V.Subramanyam, Mr.D.Sathyanarayana Mr.D.Sambasiva and Mr.D.V.Shankar Kumar — [110, 1334, 192, 1391]
serial-number: 24. — [7, 169, 25, 211]
reserve-price: 371.71 — [816, 1192, 864, 1230]
reserve-price: 76.14 — [816, 169, 864, 211]
header-row — [7, 7, 1060, 65]
branch-borrower: Teynampet / (transferred to ARMB) Vijay Plasfabs Pvt Ltd., — [25, 752, 110, 922]
owner-name: M/s.Vijay Plasweaves (P) Ltd., — [110, 752, 192, 818]
emd-cell: 103.82 / 010902000970853 / IOBA0000109 — [864, 1334, 960, 1391]
serial-number: 25. — [7, 211, 25, 333]
reserve-price: 207.10 — [816, 1132, 864, 1191]
emd-amount: 0.92 / — [900, 1303, 923, 1314]
